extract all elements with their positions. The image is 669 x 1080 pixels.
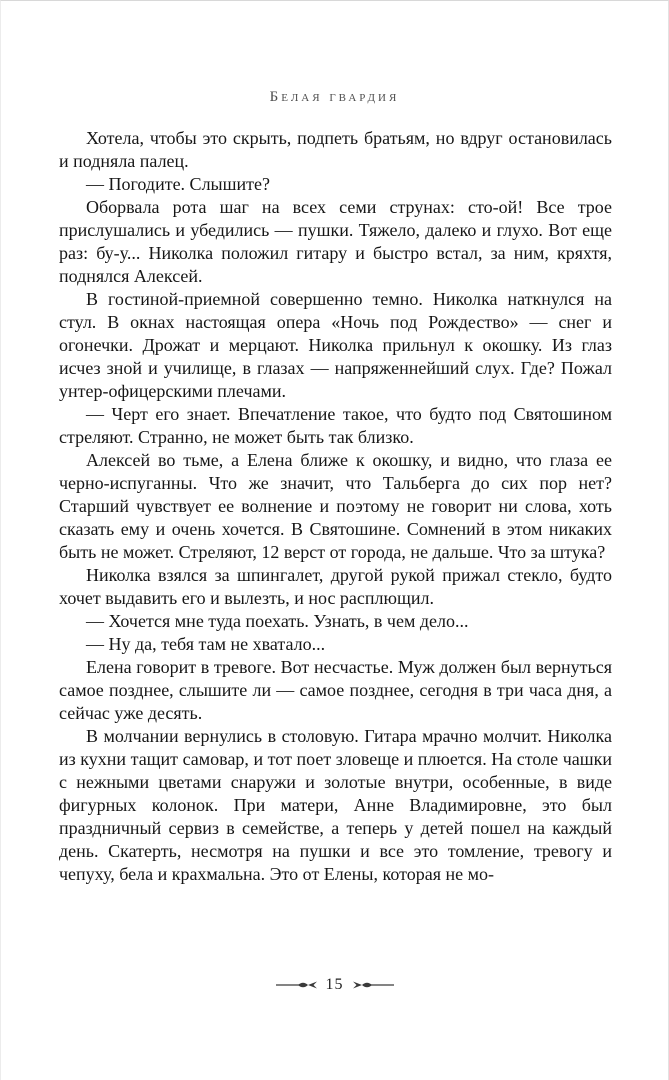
paragraph: Хотела, чтобы это скрыть, подпеть братьям, но вдруг остановилась и подняла палец. <box>59 128 612 171</box>
paragraph: Оборвала рота шаг на всех семи струнах: сто-ой! Все трое прислушались и убедились — пушки. Тяжело, далеко и глухо. Вот еще раз: бу-у... Николка положил гитару и быстро встал, за ним, кряхтя, поднялся Алексей. <box>59 197 612 286</box>
paragraph: Елена говорит в тревоге. Вот несчастье. Муж должен был вернуться самое позднее, слышите ли — самое позднее, сегодня в три часа дня, а сейчас уже десять. <box>59 657 612 723</box>
paragraph: Николка взялся за шпингалет, другой рукой прижал стекло, будто хочет выдавить его и вылезть, и нос расплющил. <box>59 565 612 608</box>
page-number: 15 <box>325 976 344 993</box>
footer-ornament-right-icon <box>351 979 395 991</box>
text-block <box>59 127 612 886</box>
paragraph: — Хочется мне туда поехать. Узнать, в чем дело... <box>86 611 469 631</box>
paragraph: — Ну да, тебя там не хватало... <box>86 634 326 654</box>
paragraph: — Черт его знает. Впечатление такое, что будто под Святошином стреляют. Странно, не может быть так близко. <box>59 404 612 447</box>
footer-ornament-left-icon <box>275 979 319 991</box>
paragraph: В гостиной-приемной совершенно темно. Николка наткнулся на стул. В окнах настоящая опера «Ночь под Рождество» — снег и огонечки. Дрожат и мерцают. Николка прильнул к окошку. Из глаз исчез зной и училище, в глазах — напряженнейший слух. Где? Пожал унтер-офицерскими плечами. <box>59 289 612 401</box>
paragraph: В молчании вернулись в столовую. Гитара мрачно молчит. Николка из кухни тащит самовар, и тот поет зловеще и плюется. На столе чашки с нежными цветами снаружи и золотые внутри, особенные, в виде фигурных колонок. При матери, Анне Владимировне, это был праздничный сервиз в семействе, а теперь у детей пошел на каждый день. Скатерть, несмотря на пушки и все это томление, тревогу и чепуху, бела и крахмальна. Это от Елены, которая не мо- <box>59 726 612 884</box>
page-footer <box>1 976 668 994</box>
running-header: Белая гвардия <box>269 89 400 105</box>
paragraph: Алексей во тьме, а Елена ближе к окошку, и видно, что глаза ее черно-испуганны. Что же значит, что Тальберга до сих пор нет? Старший чувствует ее волнение и поэтому не говорит ни слова, хоть сказать ему и очень хочется. В Святошине. Сомнений в этом никаких быть не может. Стреляют, 12 верст от города, не дальше. Что за штука? <box>59 450 612 562</box>
paragraph: — Погодите. Слышите? <box>86 174 270 194</box>
